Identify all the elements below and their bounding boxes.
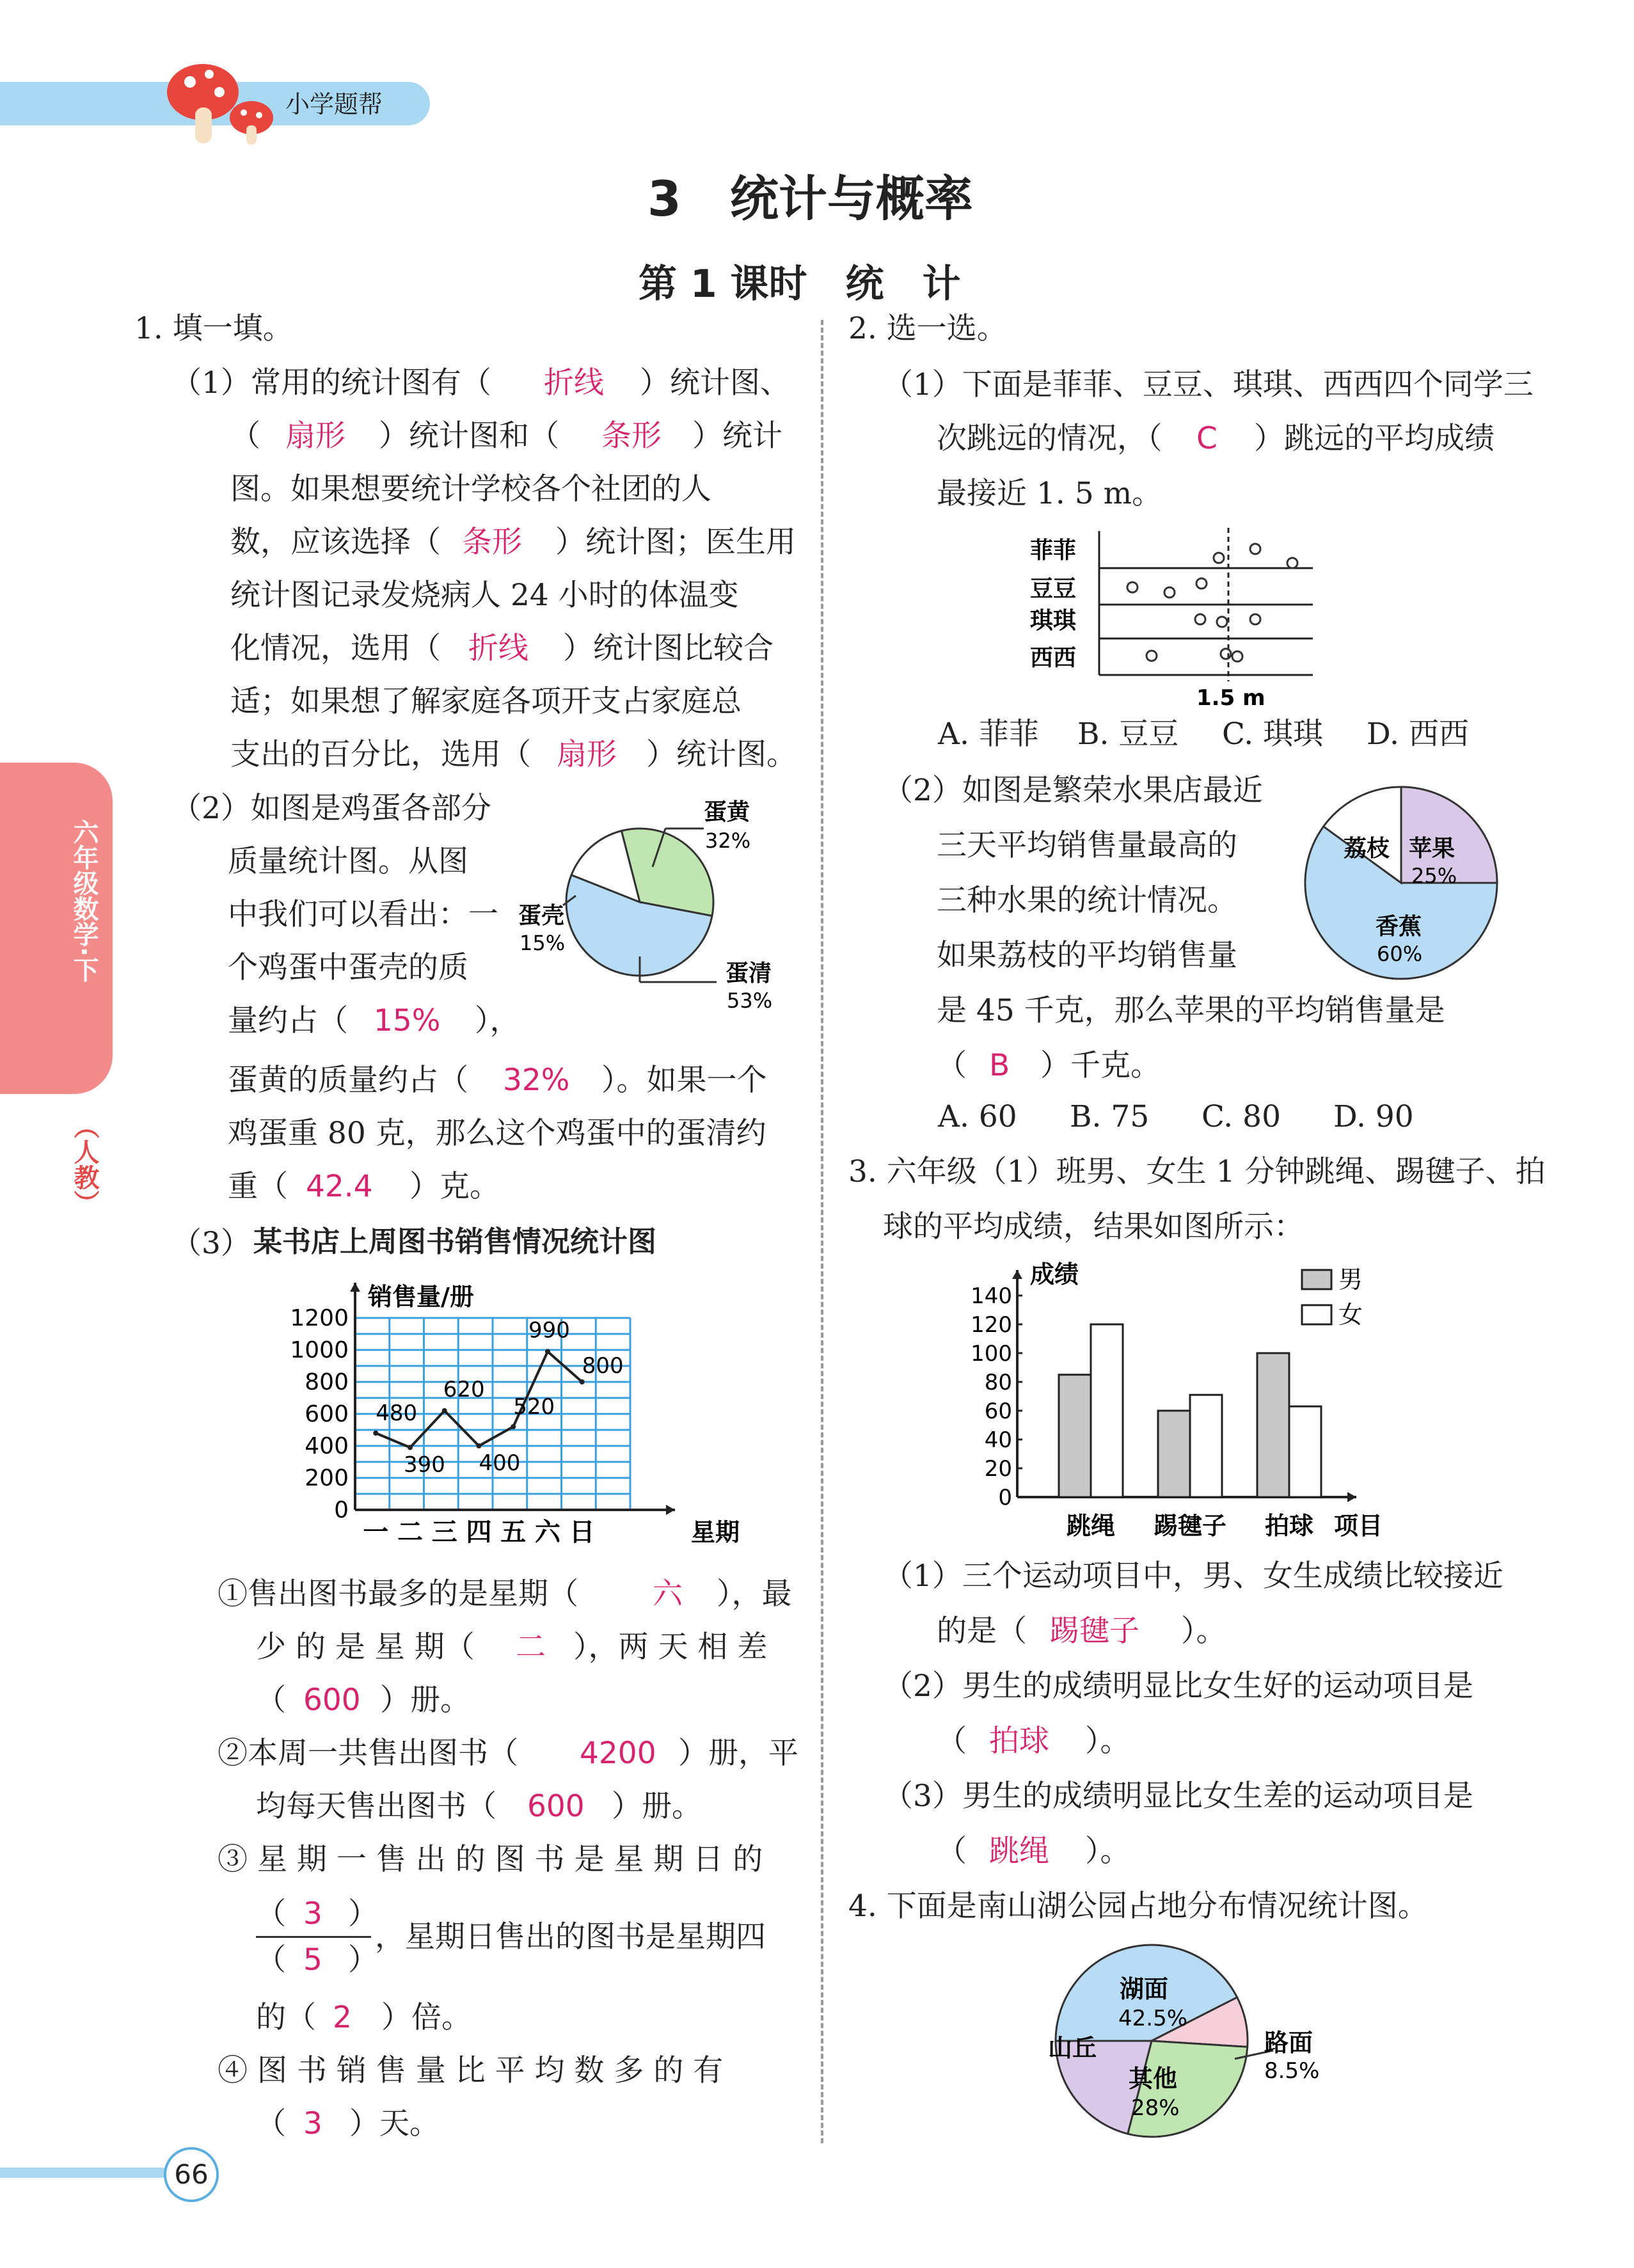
mushroom-icon [163, 56, 278, 146]
pie-value: 15% [520, 931, 566, 955]
fraction-paren: （ [256, 1896, 286, 1931]
x-tick-label: 六 [535, 1518, 560, 1547]
q1-p3-line: ）册。 [612, 1789, 702, 1824]
answer-blank[interactable]: 2 [333, 2000, 352, 2035]
data-label: 520 [513, 1394, 555, 1420]
y-axis-arrow [1012, 1270, 1022, 1279]
x-axis-arrow [1347, 1492, 1356, 1502]
q1-p2-line: 重（ [228, 1169, 288, 1204]
q2-p2-line: ）千克。 [1040, 1048, 1161, 1083]
pie-label: 蛋黄 [704, 799, 750, 825]
answer-blank[interactable]: 600 [303, 1683, 361, 1718]
y-tick-label: 200 [305, 1465, 349, 1491]
q1-p3-line: 均每天售出图书（ [256, 1789, 496, 1824]
q1-p1-line4: 数，应该选择（ [230, 525, 441, 560]
y-tick-label: 120 [971, 1312, 1012, 1338]
q1-p1-line8: 支出的百分比，选用（ [230, 737, 531, 772]
x-tick-label: 三 [431, 1518, 457, 1547]
option[interactable]: B. 豆豆 [1077, 717, 1179, 752]
fraction-paren: ） [348, 1942, 378, 1978]
bar [1158, 1411, 1190, 1497]
data-point [580, 1379, 585, 1384]
y-tick-label: 400 [305, 1433, 349, 1459]
side-tab-grade: 六年级数学·下 [69, 819, 99, 983]
q1-p3-line: ），两 天 相 差 [573, 1630, 768, 1665]
q1-p2-line: 个鸡蛋中蛋壳的质 [228, 950, 468, 985]
bar [1289, 1406, 1321, 1497]
q1-p2-line: 量约占（ [228, 1003, 348, 1038]
q2-p2-line: 如果荔枝的平均销售量 [937, 938, 1237, 973]
dot-name: 豆豆 [1030, 576, 1077, 602]
answer-blank[interactable]: 42.4 [306, 1169, 373, 1204]
q1-p3-line: ）册，平 [678, 1736, 798, 1771]
answer-blank[interactable]: 跳绳 [989, 1834, 1049, 1869]
x-tick-label: 日 [569, 1518, 595, 1547]
bar [1190, 1395, 1222, 1497]
y-tick-label: 1000 [290, 1337, 349, 1363]
option[interactable]: D. 西西 [1367, 717, 1469, 752]
y-axis-arrow [350, 1283, 360, 1292]
q2-p2-line: 是 45 千克，那么苹果的平均销售量是 [937, 993, 1445, 1028]
y-tick-label: 0 [334, 1497, 349, 1523]
pie-label: 香蕉 [1376, 914, 1422, 940]
q1-p1-text: ）统计图比较合 [563, 631, 773, 666]
answer-blank[interactable]: 扇形 [557, 737, 617, 772]
y-tick-label: 0 [998, 1485, 1012, 1511]
chapter-title: 3 统计与概率 [647, 170, 973, 227]
answer-blank[interactable]: 六 [653, 1576, 683, 1612]
q2-p1-line: 最接近 1. 5 m。 [937, 476, 1162, 511]
bar [1257, 1353, 1289, 1497]
x-tick-label: 四 [466, 1518, 492, 1547]
dot-name: 菲菲 [1030, 537, 1077, 564]
dot-name: 琪琪 [1030, 608, 1077, 634]
pie-value: 42.5% [1118, 2006, 1188, 2031]
q1-p3-line: ②本周一共售出图书（ [218, 1736, 518, 1771]
option[interactable]: A. 60 [938, 1099, 1017, 1134]
legend-label: 女 [1338, 1301, 1363, 1329]
answer-blank[interactable]: C [1196, 421, 1218, 456]
answer-blank[interactable]: 条形 [601, 418, 662, 454]
q3-sub-line: ）。 [1085, 1834, 1130, 1869]
q2-p2-line: （2）如图是繁荣水果店最近 [883, 773, 1263, 808]
q1-heading: 1. 填一填。 [134, 311, 293, 346]
answer-blank[interactable]: 折线 [468, 631, 528, 666]
q1-p3-line: ），最 [717, 1576, 792, 1612]
x-axis-label: 星期 [691, 1518, 740, 1546]
option[interactable]: C. 80 [1202, 1099, 1281, 1134]
x-tick-label: 五 [500, 1518, 527, 1547]
pie-label: 山丘 [1048, 2034, 1097, 2062]
q1-p1-text: ）统计图。 [646, 737, 797, 772]
fraction-bar [256, 1936, 371, 1938]
data-label: 620 [443, 1377, 485, 1402]
q1-p2-line: 蛋黄的质量约占（ [228, 1063, 468, 1098]
x-axis-label: 项目 [1334, 1512, 1383, 1540]
x-tick-label: 一 [363, 1518, 389, 1547]
option[interactable]: C. 琪琪 [1222, 717, 1324, 752]
answer-blank[interactable]: 二 [516, 1630, 546, 1665]
answer-blank[interactable]: B [989, 1048, 1010, 1083]
data-point [511, 1424, 516, 1429]
q1-p1-text: ）统计图、 [640, 365, 790, 400]
column-divider [821, 320, 823, 2143]
q2-heading: 2. 选一选。 [848, 311, 1007, 346]
data-label: 390 [404, 1452, 445, 1478]
q1-p3-line: ）册。 [380, 1683, 470, 1718]
q3-line: 球的平均成绩，结果如图所示： [883, 1209, 1304, 1244]
park-pie-chart [1036, 1939, 1395, 2143]
q1-p1-line2: （ [230, 418, 260, 454]
pie-label: 荔枝 [1344, 836, 1390, 862]
pie-label: 其他 [1129, 2065, 1178, 2093]
q1-p3-line: （ [256, 1683, 286, 1718]
q2-p2-line: （ [937, 1048, 967, 1083]
pie-label: 湖面 [1120, 1975, 1169, 2003]
dot-name: 西西 [1030, 645, 1077, 671]
y-tick-label: 80 [984, 1370, 1012, 1395]
ref-label: 1.5 m [1196, 685, 1265, 710]
pie-value: 28% [1131, 2095, 1180, 2121]
legend-label: 男 [1338, 1265, 1363, 1294]
y-tick-label: 40 [984, 1427, 1012, 1453]
y-axis-label: 成绩 [1030, 1260, 1079, 1289]
y-tick-label: 140 [971, 1283, 1012, 1309]
pie-value: 60% [1377, 942, 1423, 966]
q1-p3-line: ）天。 [349, 2106, 440, 2141]
q1-p1-line1: （1）常用的统计图有（ [171, 365, 491, 400]
fraction-numerator[interactable]: 3 [303, 1896, 322, 1931]
q2-p1-line: 次跳远的情况，（ [937, 421, 1162, 456]
bar [1059, 1375, 1091, 1497]
data-point [442, 1408, 447, 1413]
lesson-title: 第 1 课时 统 计 [639, 262, 961, 306]
data-point [477, 1443, 482, 1448]
q1-p3-line: 少 的 是 星 期（ [256, 1630, 475, 1665]
brand-name: 小学题帮 [285, 90, 383, 118]
x-tick-label: 二 [397, 1518, 423, 1547]
y-tick-label: 1200 [290, 1305, 349, 1331]
option[interactable]: D. 90 [1333, 1099, 1414, 1134]
q1-p3-line: ③ 星 期 一 售 出 的 图 书 是 星 期 日 的 [218, 1842, 763, 1877]
q1-p2-line: 质量统计图。从图 [228, 844, 468, 879]
q1-p3-line: 的（ [256, 2000, 316, 2035]
line-chart-title: 某书店上周图书销售情况统计图 [253, 1225, 657, 1258]
q1-p1-line6: 化情况，选用（ [230, 631, 441, 666]
legend-swatch [1302, 1270, 1331, 1289]
q1-p3-line: ，星期日售出的图书是星期四 [375, 1919, 766, 1955]
q3-line: 3. 六年级（1）班男、女生 1 分钟跳绳、踢毽子、拍 [848, 1154, 1546, 1189]
q1-p1-line5: 统计图记录发烧病人 24 小时的体温变 [230, 578, 739, 613]
data-point [373, 1431, 378, 1436]
q2-p1-line: （1）下面是菲菲、豆豆、琪琪、西西四个同学三 [883, 367, 1534, 402]
data-point [408, 1445, 413, 1450]
pie-label: 苹果 [1409, 836, 1456, 862]
q1-p2-line: （2）如图是鸡蛋各部分 [171, 791, 491, 826]
pie-value: 25% [1411, 864, 1457, 888]
pie-label: 蛋壳 [518, 903, 565, 929]
q1-p2-line: ）克。 [409, 1169, 500, 1204]
data-label: 990 [528, 1317, 570, 1344]
q1-p1-line7: 适；如果想了解家庭各项开支占家庭总 [230, 684, 742, 719]
data-point [545, 1349, 550, 1354]
legend-swatch [1302, 1305, 1331, 1324]
q1-p3-line: ）倍。 [381, 2000, 472, 2035]
fraction-paren: （ [256, 1942, 286, 1978]
q1-p3-num: （3） [171, 1226, 251, 1261]
answer-blank[interactable]: 条形 [462, 525, 522, 560]
data-label: 800 [582, 1353, 624, 1379]
answer-blank[interactable]: 拍球 [989, 1724, 1049, 1759]
answer-blank[interactable]: 折线 [544, 365, 604, 400]
pie-value: 32% [705, 829, 751, 853]
pie-label: 路面 [1264, 2029, 1313, 2057]
q1-p1-text: ）统计图；医生用 [555, 525, 796, 560]
data-label: 400 [479, 1450, 521, 1476]
q4-line: 4. 下面是南山湖公园占地分布情况统计图。 [848, 1889, 1428, 1924]
q1-p1-text: ）统计 [692, 418, 782, 454]
q1-p2-line: ）。如果一个 [601, 1063, 767, 1098]
y-tick-label: 20 [984, 1456, 1012, 1482]
q2-p1-line: ）跳远的平均成绩 [1254, 421, 1495, 456]
page-number: 66 [164, 2147, 219, 2202]
q1-p1-line3: 图。如果想要统计学校各个社团的人 [230, 472, 711, 507]
q2-p2-line: 三天平均销售量最高的 [937, 828, 1237, 863]
q3-sub-line: （ [937, 1834, 967, 1869]
q3-sub-line: （3）男生的成绩明显比女生差的运动项目是 [883, 1779, 1473, 1814]
pie-value: 53% [727, 988, 773, 1013]
answer-blank[interactable]: 扇形 [285, 418, 345, 454]
bar [1091, 1324, 1123, 1497]
fraction-paren: ） [348, 1896, 378, 1931]
answer-blank[interactable]: 3 [303, 2106, 322, 2141]
y-tick-label: 600 [305, 1401, 349, 1427]
q1-p3-line: ①售出图书最多的是星期（ [218, 1576, 578, 1612]
q3-sub-line: 的是（ [937, 1614, 1027, 1649]
answer-blank[interactable]: 600 [527, 1789, 585, 1824]
q1-p3-line: （ [256, 2106, 286, 2141]
jump-dot-chart [1024, 525, 1318, 710]
side-tab-edition: （人教） [70, 1113, 99, 1216]
answer-blank[interactable]: 4200 [580, 1736, 656, 1771]
q3-sub-line: （2）男生的成绩明显比女生好的运动项目是 [883, 1669, 1473, 1704]
y-tick-label: 800 [305, 1369, 349, 1395]
x-tick-label: 踢毽子 [1153, 1512, 1227, 1540]
option[interactable]: B. 75 [1070, 1099, 1150, 1134]
q3-sub-line: ）。 [1085, 1724, 1130, 1759]
q1-p3-line: ④ 图 书 销 售 量 比 平 均 数 多 的 有 [218, 2053, 724, 2088]
egg-pie-chart [512, 784, 819, 1020]
data-label: 480 [376, 1400, 418, 1426]
q1-p2-line: 中我们可以看出：一 [228, 897, 498, 932]
q2-p2-line: 三种水果的统计情况。 [937, 883, 1237, 918]
x-tick-label: 跳绳 [1066, 1512, 1116, 1540]
y-axis-label: 销售量/册 [368, 1283, 474, 1311]
fraction-denominator[interactable]: 5 [303, 1942, 322, 1978]
bar-chart [947, 1257, 1446, 1551]
q1-p2-line: ）， [475, 1003, 520, 1038]
x-axis-arrow [666, 1505, 675, 1515]
line-chart [282, 1270, 742, 1558]
footer-bar [0, 2168, 179, 2178]
q1-p1-text: ）统计图和（ [379, 418, 559, 454]
y-tick-label: 100 [971, 1341, 1012, 1367]
fruit-pie-chart [1299, 781, 1503, 985]
y-tick-label: 60 [984, 1399, 1012, 1424]
option[interactable]: A. 菲菲 [938, 717, 1039, 752]
x-tick-label: 拍球 [1264, 1512, 1314, 1540]
q3-sub-line: （ [937, 1724, 967, 1759]
q1-p2-line: 鸡蛋重 80 克，那么这个鸡蛋中的蛋清约 [228, 1116, 766, 1151]
q3-sub-line: （1）三个运动项目中，男、女生成绩比较接近 [883, 1558, 1503, 1594]
answer-blank[interactable]: 踢毽子 [1049, 1614, 1139, 1649]
answer-blank[interactable]: 15% [374, 1003, 441, 1038]
pie-value: 8.5% [1264, 2058, 1320, 2084]
q3-sub-line: ）。 [1181, 1614, 1226, 1649]
pie-label: 蛋清 [726, 960, 772, 987]
answer-blank[interactable]: 32% [503, 1063, 570, 1098]
